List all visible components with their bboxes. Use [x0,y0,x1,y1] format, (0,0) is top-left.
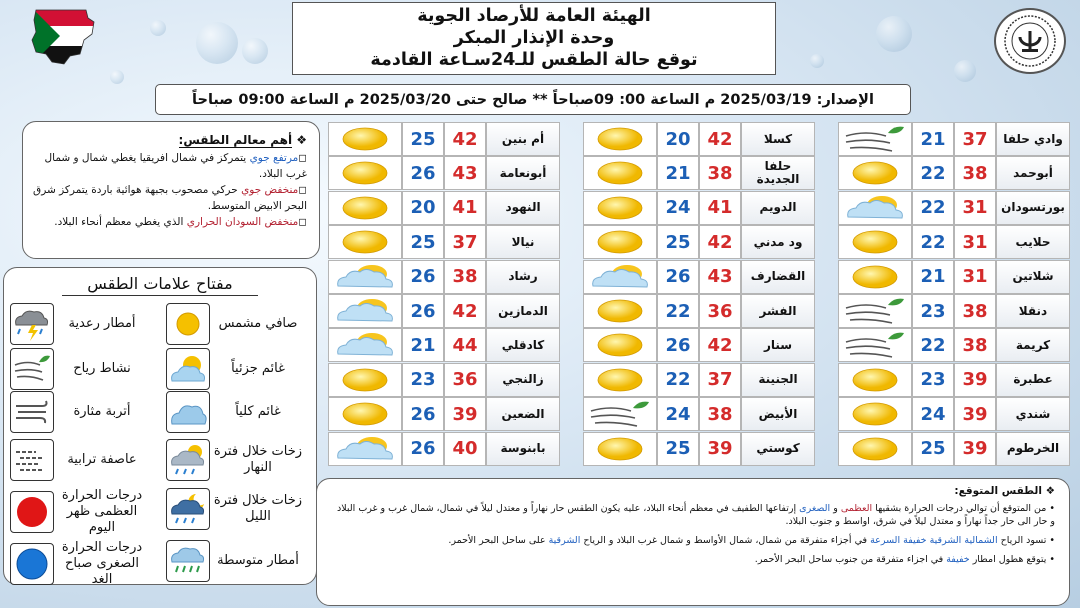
org-title: الهيئة العامة للأرصاد الجوية [417,6,651,26]
sunny-icon [583,294,657,328]
sunny-icon [583,191,657,225]
city-name: كوستي [741,432,815,466]
city-row [583,328,815,362]
thunder-rain-icon [10,303,54,345]
raindrop-decoration [242,38,268,64]
feature-item: ◻مرتفع جوي يتمركز في شمال افريقيا يغطي شمال و شمال غرب البلاد. [44,152,307,180]
city-name: شلاتين [996,260,1070,294]
min-temp-cell: 21 [402,328,444,362]
max-temp-cell: 40 [444,432,486,466]
sunny-icon [583,363,657,397]
max-temp-cell: 36 [444,363,486,397]
min-temp-cell: 26 [402,294,444,328]
dust-icon [10,391,54,433]
expected-title: ❖ الطقس المتوقع: [954,485,1055,497]
max-temp-cell: 42 [444,294,486,328]
legend-item [10,540,150,588]
max-temp-cell: 37 [444,225,486,259]
min-temp-cell: 22 [912,156,954,190]
legend-item [10,303,150,345]
legend-item [10,488,150,536]
city-name: أبوحمد [996,156,1070,190]
max-temp-cell: 43 [444,156,486,190]
city-name: ود مدني [741,225,815,259]
city-row [838,260,1070,294]
legend-item [10,348,150,390]
min-temp-cell: 23 [912,294,954,328]
city-name: سنار [741,328,815,362]
unit-title: وحدة الإنذار المبكر [453,28,615,48]
legend-label: زخات خلال فترة الليل [213,493,303,524]
wind-icon [10,348,54,390]
city-row [328,156,560,190]
expected-paragraph: • يتوقع هطول امطار خفيفة في اجزاء متفرقة من جنوب ساحل البحر الأحمر. [754,554,1055,565]
city-row [328,122,560,156]
max-temp-cell: 31 [954,225,996,259]
city-name: الجنينة [741,363,815,397]
city-name: أم بنين [486,122,560,156]
sunny-icon [838,397,912,431]
wind-icon [838,122,912,156]
moderate-rain-icon [166,540,210,582]
legend-item [166,391,306,433]
sunny-icon [583,432,657,466]
legend-label: أتربة مثارة [73,404,131,419]
max-temp-cell: 42 [699,328,741,362]
min-temp-cell: 25 [657,225,699,259]
city-row [328,363,560,397]
legend-title: مفتاح علامات الطقس [62,274,258,296]
partly-cloudy-icon [583,260,657,294]
legend-label: غائم جزئياً [231,361,285,376]
expected-paragraph: • من المتوقع أن توالي درجات الحرارة بشقيها العظمى و الصغرى إرتفاعها الطفيف في معظم أنحاء البلاد، عليه يكون الطقس حار نهاراً و معتدل ليلاً في شمال، شمال غرب و غرب البلاد و حار الى حار جداً نهاراً و معتدل ليلاً في شرق، اواسط و جنوب البلاد. [337,503,1055,527]
city-row [838,432,1070,466]
met-logo-icon [1000,13,1060,69]
partly-cloudy-icon [328,294,402,328]
city-name: كسلا [741,122,815,156]
sunny-icon [328,225,402,259]
city-row [328,260,560,294]
city-row [583,122,815,156]
city-name: الأبيض [741,397,815,431]
min-temp-cell: 21 [912,260,954,294]
city-row [838,397,1070,431]
city-row [328,225,560,259]
sudan-flag-map-icon [30,6,96,66]
min-temp-cell: 22 [912,328,954,362]
legend-label: صافي مشمس [218,316,298,331]
raindrop-decoration [876,16,912,52]
legend-item [166,488,306,530]
legend-item [166,303,306,345]
min-temp-cell: 25 [912,432,954,466]
max-temp-cell: 31 [954,191,996,225]
city-name: الفشر [741,294,815,328]
legend-label: درجات الحرارة العظمى ظهر اليوم [61,488,143,535]
city-name: وادي حلفا [996,122,1070,156]
city-row [328,294,560,328]
legend-item [166,439,306,481]
city-row [583,397,815,431]
city-name: النهود [486,191,560,225]
city-row [328,397,560,431]
sunny-icon [583,328,657,362]
max-temp-cell: 38 [444,260,486,294]
min-temp-cell: 21 [912,122,954,156]
sunny-icon [583,225,657,259]
city-name: حلفا الجديدة [741,156,815,190]
legend-item [166,540,306,582]
city-name: عطبرة [996,363,1070,397]
city-row [583,260,815,294]
max-temp-icon [10,491,54,533]
forecast-title: توقع حالة الطقس للـ24سـاعة القادمة [370,50,698,70]
max-temp-cell: 39 [699,432,741,466]
feature-item: ◻منخفض السودان الحراري الذي يغطي معظم أنحاء البلاد. [54,216,307,228]
city-row [328,328,560,362]
city-name: زالنجي [486,363,560,397]
sunny-icon [328,156,402,190]
max-temp-cell: 37 [954,122,996,156]
min-temp-cell: 23 [912,363,954,397]
max-temp-cell: 39 [954,432,996,466]
min-temp-cell: 24 [912,397,954,431]
raindrop-decoration [110,70,124,84]
min-temp-cell: 26 [657,260,699,294]
dust-storm-icon [10,439,54,481]
met-authority-logo [994,8,1066,74]
overcast-icon [166,391,210,433]
city-name: أبونعامة [486,156,560,190]
min-temp-cell: 21 [657,156,699,190]
min-temp-cell: 25 [402,225,444,259]
sunny-icon [838,225,912,259]
sunny-icon [166,303,210,345]
raindrop-decoration [196,22,238,64]
max-temp-cell: 38 [954,328,996,362]
min-temp-cell: 26 [402,260,444,294]
sunny-icon [328,122,402,156]
legend-label: غائم كلياً [235,404,281,419]
partly-cloudy-icon [166,348,210,390]
partly-cloudy-icon [328,328,402,362]
city-name: القضارف [741,260,815,294]
city-row [583,191,815,225]
max-temp-cell: 41 [444,191,486,225]
raindrop-decoration [954,60,976,82]
legend-label: أمطار متوسطة [217,553,299,568]
min-temp-cell: 20 [657,122,699,156]
city-row [838,328,1070,362]
legend-item [10,439,150,481]
features-title: ❖ أهم معالم الطقس: [178,133,307,147]
min-temp-cell: 24 [657,397,699,431]
max-temp-cell: 38 [699,156,741,190]
sunny-icon [328,191,402,225]
raindrop-decoration [150,20,166,36]
city-name: رشاد [486,260,560,294]
min-temp-cell: 26 [657,328,699,362]
city-row [583,156,815,190]
legend-label: نشاط رياح [73,361,131,376]
sunny-icon [838,432,912,466]
wind-icon [838,328,912,362]
weather-features-panel [22,121,320,259]
city-row [838,225,1070,259]
expected-paragraph: • تسود الرياح الشمالية الشرقية خفيفة السرعة في أجزاء متفرقة من شمال، شمال الأواسط و شمال غرب البلاد و الرياح الشرقية على ساحل البحر الأحمر. [448,535,1055,546]
max-temp-cell: 39 [954,397,996,431]
city-row [328,432,560,466]
min-temp-cell: 26 [402,397,444,431]
city-name: حلايب [996,225,1070,259]
max-temp-cell: 42 [444,122,486,156]
min-temp-cell: 24 [657,191,699,225]
legend-item [10,391,150,433]
legend-item [166,348,306,390]
city-name: دنقلا [996,294,1070,328]
city-name: بورتسودان [996,191,1070,225]
min-temp-cell: 22 [912,191,954,225]
min-temp-cell: 22 [657,363,699,397]
min-temp-cell: 20 [402,191,444,225]
legend-label: درجات الحرارة الصغرى صباح الغد [61,540,143,587]
city-row [838,122,1070,156]
max-temp-cell: 38 [954,156,996,190]
city-name: شندي [996,397,1070,431]
sunny-icon [583,156,657,190]
expected-weather-panel [316,478,1070,606]
min-temp-cell: 22 [912,225,954,259]
city-name: الدمازين [486,294,560,328]
max-temp-cell: 37 [699,363,741,397]
max-temp-cell: 31 [954,260,996,294]
max-temp-cell: 41 [699,191,741,225]
city-row [583,294,815,328]
city-name: الدويم [741,191,815,225]
city-row [583,225,815,259]
max-temp-cell: 38 [954,294,996,328]
city-name: الضعين [486,397,560,431]
max-temp-cell: 36 [699,294,741,328]
max-temp-cell: 42 [699,225,741,259]
city-row [583,432,815,466]
sunny-icon [328,397,402,431]
max-temp-cell: 38 [699,397,741,431]
city-name: بابنوسة [486,432,560,466]
city-row [838,294,1070,328]
min-temp-cell: 25 [402,122,444,156]
min-temp-cell: 22 [657,294,699,328]
raindrop-decoration [810,54,824,68]
city-name: كريمة [996,328,1070,362]
wind-icon [583,397,657,431]
issue-validity-bar: الإصدار: 2025/03/19 م الساعة 00: 09صباحاً ** صالح حتى 2025/03/20 م الساعة 09:00 صباحاً [155,84,911,115]
sunny-icon [838,363,912,397]
legend-label: زخات خلال فترة النهار [213,444,303,475]
max-temp-cell: 39 [954,363,996,397]
weather-legend-panel [3,267,317,585]
partly-cloudy-icon [328,260,402,294]
min-temp-icon [10,543,54,585]
min-temp-cell: 25 [657,432,699,466]
min-temp-cell: 26 [402,432,444,466]
partly-cloudy-icon [838,191,912,225]
max-temp-cell: 43 [699,260,741,294]
max-temp-cell: 44 [444,328,486,362]
city-row [838,156,1070,190]
header-box [292,2,776,75]
feature-item: ◻منخفض جوي حركي مصحوب بجبهة هوائية باردة يتمركز شرق البحر الابيض المتوسط. [33,184,307,212]
legend-label: أمطار رعدية [68,316,136,331]
sunny-icon [328,363,402,397]
city-row [583,363,815,397]
sunny-icon [838,156,912,190]
min-temp-cell: 23 [402,363,444,397]
min-temp-cell: 26 [402,156,444,190]
city-row [838,191,1070,225]
night-showers-icon [166,488,210,530]
city-name: الخرطوم [996,432,1070,466]
city-row [328,191,560,225]
sunny-icon [583,122,657,156]
city-name: نيالا [486,225,560,259]
city-row [838,363,1070,397]
max-temp-cell: 42 [699,122,741,156]
day-showers-icon [166,439,210,481]
partly-cloudy-icon [328,432,402,466]
sunny-icon [838,260,912,294]
city-name: كادقلي [486,328,560,362]
legend-label: عاصفة ترابية [67,452,137,467]
wind-icon [838,294,912,328]
max-temp-cell: 39 [444,397,486,431]
